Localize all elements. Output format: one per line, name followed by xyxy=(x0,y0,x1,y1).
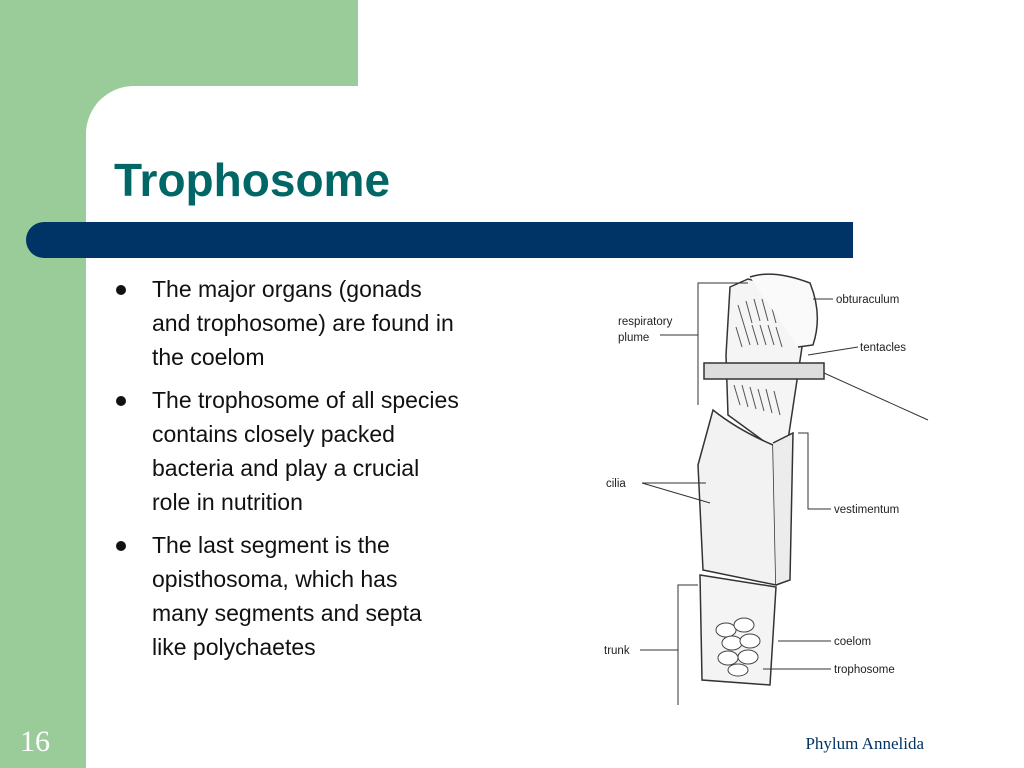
green-corner-decoration xyxy=(0,0,358,86)
bullet-icon xyxy=(116,541,126,551)
bullet-item xyxy=(116,272,546,374)
label-vestimentum: vestimentum xyxy=(834,504,900,516)
tube-section-plate xyxy=(704,363,824,379)
vestimentum-flap xyxy=(773,433,793,585)
bullet-item xyxy=(116,383,546,519)
label-obturaculum: obturaculum xyxy=(836,294,900,306)
footer-text: Phylum Annelida xyxy=(805,734,924,753)
tubeworm-diagram xyxy=(598,265,930,725)
title-divider-bar xyxy=(26,222,853,258)
bullet-icon xyxy=(116,285,126,295)
bullet-item xyxy=(116,528,546,664)
label-plume: plume xyxy=(618,332,650,344)
bullet-text: The major organs (gonads and trophosome) are found in the coelom xyxy=(152,276,454,370)
label-trunk: trunk xyxy=(604,645,630,657)
bullet-text: The trophosome of all species contains closely packed bacteria and play a crucial role in nutrition xyxy=(152,387,459,515)
bullet-icon xyxy=(116,396,126,406)
label-trophosome: trophosome xyxy=(834,664,895,676)
tubeworm-anatomy-figure xyxy=(598,265,930,725)
slide-title: Trophosome xyxy=(114,154,391,206)
label-respiratory: respiratory xyxy=(618,316,673,328)
label-coelom: coelom xyxy=(834,636,872,648)
label-tentacles: tentacles xyxy=(860,342,907,354)
bullet-list xyxy=(116,272,546,673)
slide-number: 16 xyxy=(20,725,50,758)
label-cilia: cilia xyxy=(606,478,626,490)
bullet-text: The last segment is the opisthosoma, which has many segments and septa like polychaetes xyxy=(152,532,422,660)
